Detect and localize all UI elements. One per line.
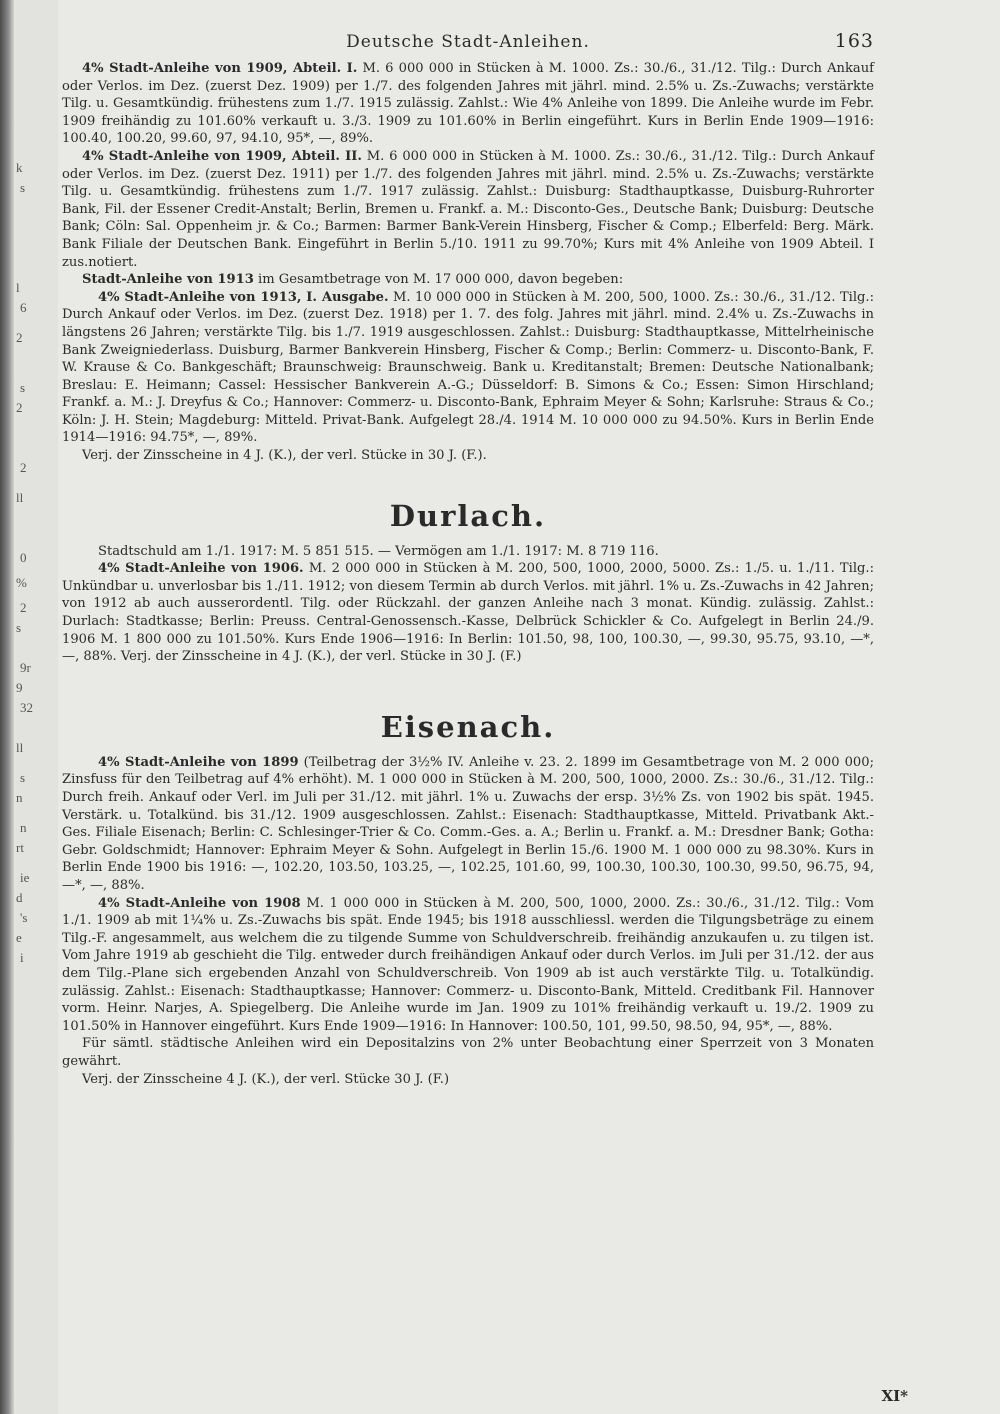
bond-title: 4% Stadt-Anleihe von 1899 [98, 754, 299, 770]
facing-page-margin [14, 0, 58, 1414]
margin-fragment: n [16, 790, 23, 805]
bond-paragraph [62, 1035, 874, 1070]
city-heading: Eisenach. [380, 709, 556, 744]
margin-fragment: e [16, 930, 22, 945]
margin-fragment: 9r [20, 660, 31, 675]
margin-fragment: % [16, 575, 27, 590]
document-page [62, 26, 874, 1088]
book-spine-edge [0, 0, 14, 1414]
bond-title: 4% Stadt-Anleihe von 1906. [98, 561, 304, 577]
bond-paragraph [62, 560, 874, 666]
bond-title: Stadt-Anleihe von 1913 [82, 272, 254, 288]
margin-fragment: 6 [20, 300, 27, 315]
bond-title: 4% Stadt-Anleihe von 1909, Abteil. II. [82, 148, 362, 164]
bond-paragraph [62, 754, 874, 895]
signature-mark: XI* [881, 1387, 908, 1405]
bond-text: M. 1 000 000 in Stücken à M. 200, 500, 1000, 2000. Zs.: 30./6., 31./12. Tilg.: Vom 1./1. 1909 ab mit 1¼% u. Zs.-Zuwachs bis spät. Ende 1945; bis 1918 ausschliessl. werden die Tilgungsbeträge zu einem Tilg.-F. angesammelt, aus welchem die zu tilgende Summe von Schuldverschreib. freihändig anzukaufen u. zu tilgen ist. Vom Jahre 1919 ab geschieht die Tilg. entweder durch freihändigen Ankauf oder durch Verlos. im Juli per 31./12. der aus dem Tilg.-Plane sich ergebenden Anzahl von Schuldverschreib. Von 1909 ab ist auch verstärkte Tilg. u. Totalkündig. zulässig. Zahlst.: Eisenach: Stadthauptkasse; Hannover: Commerz- u. Disconto-Bank, Mitteld. Creditbank Fil. Hannover vorm. Heinr. Narjes, A. Spiegelberg. Die Anleihe wurde im Jan. 1909 zu 101% freihändig verkauft u. 19./2. 1909 zu 101.50% in Hannover eingeführt. Kurs Ende 1909—1916: In Hannover: 100.50, 101, 99.50, 98.50, 94, 95*, —, 88%. [62, 895, 874, 1034]
margin-fragment: 32 [20, 700, 33, 715]
bond-paragraph [62, 148, 874, 271]
margin-fragment: 2 [16, 400, 23, 415]
margin-fragment: k [16, 160, 23, 175]
bond-text: Stadtschuld am 1./1. 1917: M. 5 851 515. — Vermögen am 1./1. 1917: M. 8 719 116. [98, 543, 659, 559]
margin-fragment: n [20, 820, 27, 835]
margin-fragment: i [20, 950, 24, 965]
bond-text: im Gesamtbetrage von M. 17 000 000, davon begeben: [253, 272, 624, 288]
bond-text: (Teilbetrag der 3½% IV. Anleihe v. 23. 2. 1899 im Gesamtbetrage von M. 2 000 000; Zinsfuss für den Teilbetrag auf 4% erhöht). M. 1 000 000 in Stücken à M. 200, 500, 1000, 2000. Zs.: 30./6., 31./12. Tilg.: Durch freih. Ankauf oder Verl. im Juli per 31./12. mit jährl. 1% u. Zuwachs der ersp. 3½% Zs. von 1902 bis spät. 1945. Verstärk. u. Totalkünd. bis 31./12. 1909 ausgeschlossen. Zahlst.: Eisenach: Stadthauptkasse, Mitteld. Privatbank Akt.-Ges. Filiale Eisenach; Berlin: C. Schlesinger-Trier & Co. Comm.-Ges. a. A.; Berlin u. Frankf. a. M.: Dresdner Bank; Gotha: Gebr. Goldschmidt; Hannover: Ephraim Meyer & Sohn. Aufgelegt in Berlin 15./6. 1900 M. 1 000 000 zu 98.30%. Kurs in Berlin Ende 1900 bis 1916: —, 102.20, 103.50, 103.25, —, 102.25, 101.60, 99, 100.30, 100.30, 100.30, 99.50, 96.75, 94, —*, —, 88%. [62, 754, 874, 893]
margin-fragment: ie [20, 870, 30, 885]
running-title: Deutsche Stadt-Anleihen. [346, 32, 590, 52]
bond-text: Verj. der Zinsscheine 4 J. (K.), der verl. Stücke 30 J. (F.) [82, 1071, 450, 1087]
margin-fragment: ll [16, 490, 24, 505]
bond-text: Für sämtl. städtische Anleihen wird ein Depositalzins von 2% unter Beobachtung einer Sperrzeit von 3 Monaten gewährt. [62, 1036, 874, 1069]
bond-paragraph [62, 1071, 874, 1089]
page-body [62, 60, 874, 1088]
bond-text: M. 2 000 000 in Stücken à M. 200, 500, 1000, 2000, 5000. Zs.: 1./5. u. 1./11. Tilg.: Unkündbar u. unverlosbar bis 1./11. 1912; von diesem Termin ab durch Verlos. mit jährl. 1% u. Zs.-Zuwachs in 42 Jahren; von 1912 ab auch ausserordentl. Tilg. oder Rückzahl. der ganzen Anleihe nach 3 monat. Kündig. zulässig. Zahlst.: Durlach: Stadtkasse; Berlin: Preuss. Central-Genossensch.-Kasse, Delbrück Schickler & Co. Aufgelegt in Berlin 24./9. 1906 M. 1 800 000 zu 101.50%. Kurs Ende 1906—1916: In Berlin: 101.50, 98, 100, 100.30, —, 99.30, 95.75, 93.10, —*, —, 88%. Verj. der Zinsscheine in 4 J. (K.), der verl. Stücke in 30 J. (F.) [62, 561, 874, 665]
margin-fragment: 2 [16, 330, 23, 345]
margin-fragment: 0 [20, 550, 27, 565]
bond-text: M. 6 000 000 in Stücken à M. 1000. Zs.: 30./6., 31./12. Tilg.: Durch Ankauf oder Verlos. im Dez. (zuerst Dez. 1911) per 1./7. des folgenden Jahres mit jährl. mind. 2.5% u. Zs.-Zuwachs; verstärkte Tilg. u. Gesamtkündig. frühestens zum 1./7. 1917 zulässig. Zahlst.: Duisburg: Stadthauptkasse, Duisburg-Ruhrorter Bank, Fil. der Essener Credit-Anstalt; Berlin, Bremen u. Frankf. a. M.: Disconto-Ges., Deutsche Bank; Duisburg: Deutsche Bank; Cöln: Sal. Oppenheim jr. & Co.; Barmen: Barmer Bank-Verein Hinsberg, Fischer & Comp.; Elberfeld: Berg. Märk. Bank Filiale der Deutschen Bank. Eingeführt in Berlin 5./10. 1911 zu 99.70%; Kurs mit 4% Anleihe von 1909 Abteil. I zus.notiert. [62, 148, 874, 270]
bond-title: 4% Stadt-Anleihe von 1908 [98, 895, 301, 911]
margin-fragment: rt [16, 840, 24, 855]
bond-text: Verj. der Zinsscheine in 4 J. (K.), der verl. Stücke in 30 J. (F.). [82, 448, 487, 464]
margin-fragment: s [20, 770, 26, 785]
bond-paragraph [62, 60, 874, 148]
margin-fragment: d [16, 890, 23, 905]
bond-paragraph [62, 543, 874, 561]
margin-fragment: 2 [20, 460, 27, 475]
bond-paragraph [62, 271, 874, 289]
margin-fragment: 9 [16, 680, 23, 695]
bond-paragraph [62, 447, 874, 465]
margin-fragment: s [20, 180, 26, 195]
bond-paragraph [62, 895, 874, 1036]
margin-fragment: l [16, 280, 20, 295]
bond-title: 4% Stadt-Anleihe von 1909, Abteil. I. [82, 61, 358, 76]
page-header [62, 26, 874, 60]
margin-fragment: ll [16, 740, 24, 755]
bond-paragraph [62, 289, 874, 447]
bond-title: 4% Stadt-Anleihe von 1913, I. Ausgabe. [98, 289, 389, 305]
city-heading: Durlach. [389, 498, 547, 533]
margin-fragment: s [20, 380, 26, 395]
bond-text: M. 6 000 000 in Stücken à M. 1000. Zs.: 30./6., 31./12. Tilg.: Durch Ankauf oder Verlos. im Dez. (zuerst Dez. 1909) per 1./7. des folgenden Jahres mit jährl. mind. 2.5% u. Zs.-Zuwachs; verstärkte Tilg. u. Gesamtkündig. frühestens zum 1./7. 1915 zulässig. Zahlst.: Wie 4% Anleihe von 1899. Die Anleihe wurde im Febr. 1909 freihändig zu 101.60% verkauft u. 3./3. 1909 zu 101.60% in Berlin eingeführt. Kurs in Berlin Ende 1909—1916: 100.40, 100.20, 99.60, 97, 94.10, 95*, —, 89%. [62, 61, 874, 147]
margin-fragment: 's [20, 910, 28, 925]
bond-text: M. 10 000 000 in Stücken à M. 200, 500, 1000. Zs.: 30./6., 31./12. Tilg.: Durch Ankauf oder Verlos. im Dez. (zuerst Dez. 1918) per 1. 7. des folg. Jahres mit jährl. mind. 2.4% u. Zs.-Zuwachs in längstens 26 Jahren; verstärkte Tilg. bis 1./7. 1919 ausgeschlossen. Zahlst.: Duisburg: Stadthauptkasse, Mittelrheinische Bank Zweigniederlass. Duisburg, Barmer Bankverein Hinsberg, Fischer & Comp.; Berlin: Commerz- u. Disconto-Bank, F. W. Krause & Co. Bankgeschäft; Braunschweig: Braunschweig. Bank u. Kreditanstalt; Bremen: Deutsche Nationalbank; Breslau: E. Heimann; Cassel: Hessischer Bankverein A.-G.; Düsseldorf: B. Simons & Co.; Essen: Simon Hirschland; Frankf. a. M.: J. Dreyfus & Co.; Hannover: Commerz- u. Disconto-Bank, Ephraim Meyer & Sohn; Karlsruhe: Straus & Co.; Köln: J. H. Stein; Magdeburg: Mitteld. Privat-Bank. Aufgelegt 28./4. 1914 M. 10 000 000 zu 94.50%. Kurs in Berlin Ende 1914—1916: 94.75*, —, 89%. [62, 289, 875, 446]
page-number: 163 [834, 30, 874, 52]
margin-fragment: s [16, 620, 22, 635]
margin-fragment: 2 [20, 600, 27, 615]
